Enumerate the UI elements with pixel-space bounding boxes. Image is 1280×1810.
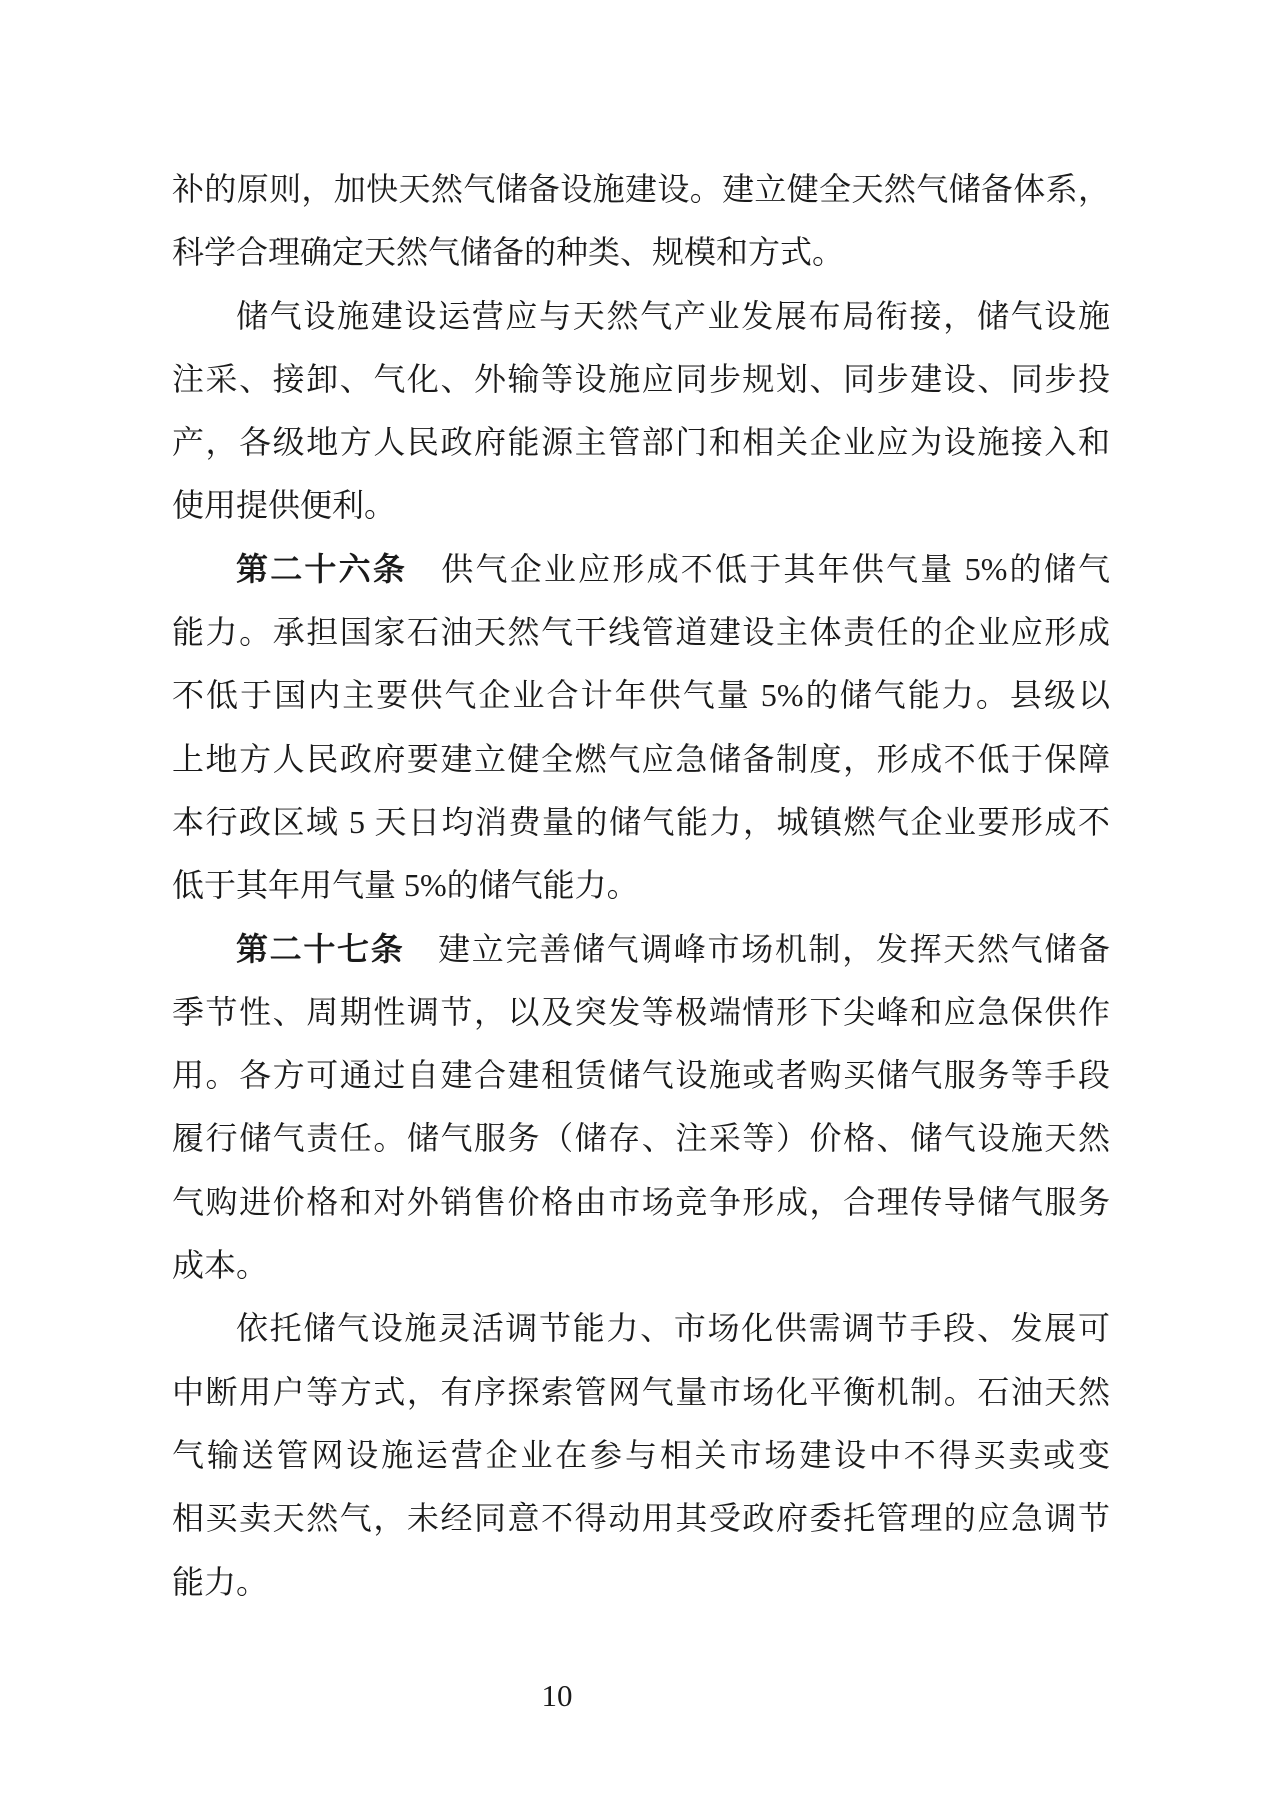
- text-line: 注采、接卸、气化、外输等设施应同步规划、同步建设、同步投: [172, 360, 1110, 397]
- text-line: 气输送管网设施运营企业在参与相关市场建设中不得买卖或变: [172, 1436, 1110, 1473]
- text-line: 相买卖天然气，未经同意不得动用其受政府委托管理的应急调节: [172, 1500, 1110, 1537]
- page-number: 10: [541, 1678, 573, 1713]
- text-line: 成本。: [172, 1247, 269, 1284]
- text-line: 第二十六条 供气企业应形成不低于其年供气量 5%的储气: [236, 550, 1110, 587]
- text-line: 能力。: [172, 1563, 269, 1600]
- text-line: 用。各方可通过自建合建租赁储气设施或者购买储气服务等手段: [172, 1057, 1110, 1094]
- text-line: 中断用户等方式，有序探索管网气量市场化平衡机制。石油天然: [172, 1373, 1110, 1410]
- text-body: [172, 158, 1110, 1614]
- text-line: 上地方人民政府要建立健全燃气应急储备制度，形成不低于保障: [172, 740, 1110, 777]
- text-line: 不低于国内主要供气企业合计年供气量 5%的储气能力。县级以: [172, 677, 1110, 714]
- text-line: 能力。承担国家石油天然气干线管道建设主体责任的企业应形成: [172, 614, 1110, 651]
- text-line: 季节性、周期性调节，以及突发等极端情形下尖峰和应急保供作: [172, 993, 1110, 1030]
- text-line: 低于其年用气量 5%的储气能力。: [172, 867, 639, 904]
- text-line: 储气设施建设运营应与天然气产业发展布局衔接，储气设施: [236, 297, 1110, 334]
- text-line: 补的原则，加快天然气储备设施建设。建立健全天然气储备体系，: [172, 171, 1110, 207]
- text-line: 产，各级地方人民政府能源主管部门和相关企业应为设施接入和: [172, 424, 1110, 461]
- text-line: 第二十七条 建立完善储气调峰市场机制，发挥天然气储备: [236, 930, 1110, 967]
- article-number-label: 第二十六条: [236, 550, 408, 587]
- text-line: 使用提供便利。: [172, 487, 397, 524]
- text-line: 气购进价格和对外销售价格由市场竞争形成，合理传导储气服务: [172, 1183, 1110, 1220]
- text-line: 科学合理确定天然气储备的种类、规模和方式。: [172, 234, 845, 271]
- text-line: 履行储气责任。储气服务（储存、注采等）价格、储气设施天然: [172, 1120, 1110, 1157]
- article-number-label: 第二十七条: [236, 930, 405, 967]
- text-line: 依托储气设施灵活调节能力、市场化供需调节手段、发展可: [236, 1310, 1110, 1347]
- text-line: 本行政区域 5 天日均消费量的储气能力，城镇燃气企业要形成不: [172, 803, 1110, 840]
